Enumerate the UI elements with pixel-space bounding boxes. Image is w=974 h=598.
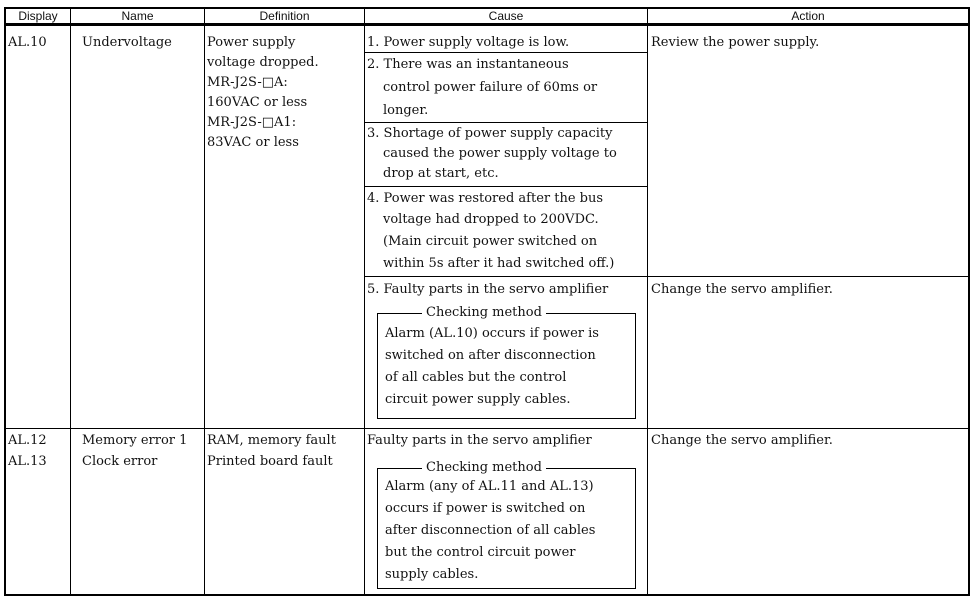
cause-line: longer.: [383, 103, 429, 118]
action-line: Change the servo amplifier.: [651, 433, 833, 448]
definition-line: Printed board fault: [207, 454, 333, 469]
definition-line: 160VAC or less: [207, 95, 308, 110]
cause-line: control power failure of 60ms or: [383, 80, 598, 95]
checking-line: occurs if power is switched on: [385, 501, 586, 516]
header-action: Action: [791, 9, 825, 23]
checking-line: Alarm (AL.10) occurs if power is: [385, 326, 599, 341]
cause-divider: [364, 186, 647, 187]
alarm-display-code: AL.10: [8, 35, 47, 50]
cause-line: voltage had dropped to 200VDC.: [383, 212, 599, 227]
header-rule: [4, 23, 970, 26]
checking-line: switched on after disconnection: [385, 348, 596, 363]
cause-line: 5. Faulty parts in the servo amplifier: [367, 282, 609, 297]
cause-line: caused the power supply voltage to: [383, 146, 617, 161]
definition-line: MR-J2S-□A1:: [207, 115, 297, 130]
checking-method-box: [377, 460, 636, 589]
checking-line: but the control circuit power: [385, 545, 576, 560]
checking-method-title: Checking method: [422, 303, 546, 323]
action-line: Change the servo amplifier.: [651, 282, 833, 297]
cause-line: within 5s after it had switched off.): [383, 256, 615, 271]
definition-line: Power supply: [207, 35, 296, 50]
alarm-display-code: AL.12: [8, 433, 47, 448]
checking-line: supply cables.: [385, 567, 479, 582]
cause-line: drop at start, etc.: [383, 166, 499, 181]
column-divider: [70, 7, 71, 596]
header-definition: Definition: [259, 9, 310, 23]
checking-line: of all cables but the control: [385, 370, 567, 385]
header-display: Display: [18, 9, 58, 23]
alarm-display-code: AL.13: [8, 454, 47, 469]
definition-line: RAM, memory fault: [207, 433, 336, 448]
alarm-name: Undervoltage: [82, 35, 172, 50]
checking-method-box: [377, 305, 636, 419]
checking-line: circuit power supply cables.: [385, 392, 571, 407]
checking-line: Alarm (any of AL.11 and AL.13): [385, 479, 594, 494]
cause-line: (Main circuit power switched on: [383, 234, 598, 249]
column-divider: [647, 7, 648, 596]
column-divider: [364, 7, 365, 596]
alarm-name: Clock error: [82, 454, 158, 469]
column-divider: [204, 7, 205, 596]
checking-method-title: Checking method: [422, 458, 546, 478]
header-cause: Cause: [488, 9, 524, 23]
cause-line: Faulty parts in the servo amplifier: [367, 433, 592, 448]
cause-line: 4. Power was restored after the bus: [367, 191, 604, 206]
definition-line: voltage dropped.: [207, 55, 319, 70]
action-line: Review the power supply.: [651, 35, 820, 50]
cause-divider: [364, 276, 970, 277]
alarm-name: Memory error 1: [82, 433, 188, 448]
cause-line: 2. There was an instantaneous: [367, 57, 569, 72]
checking-line: after disconnection of all cables: [385, 523, 596, 538]
cause-line: 3. Shortage of power supply capacity: [367, 126, 613, 141]
row-divider: [4, 428, 970, 429]
definition-line: 83VAC or less: [207, 135, 299, 150]
cause-divider: [364, 122, 647, 123]
header-name: Name: [121, 9, 154, 23]
definition-line: MR-J2S-□A:: [207, 75, 288, 90]
cause-line: 1. Power supply voltage is low.: [367, 35, 570, 50]
